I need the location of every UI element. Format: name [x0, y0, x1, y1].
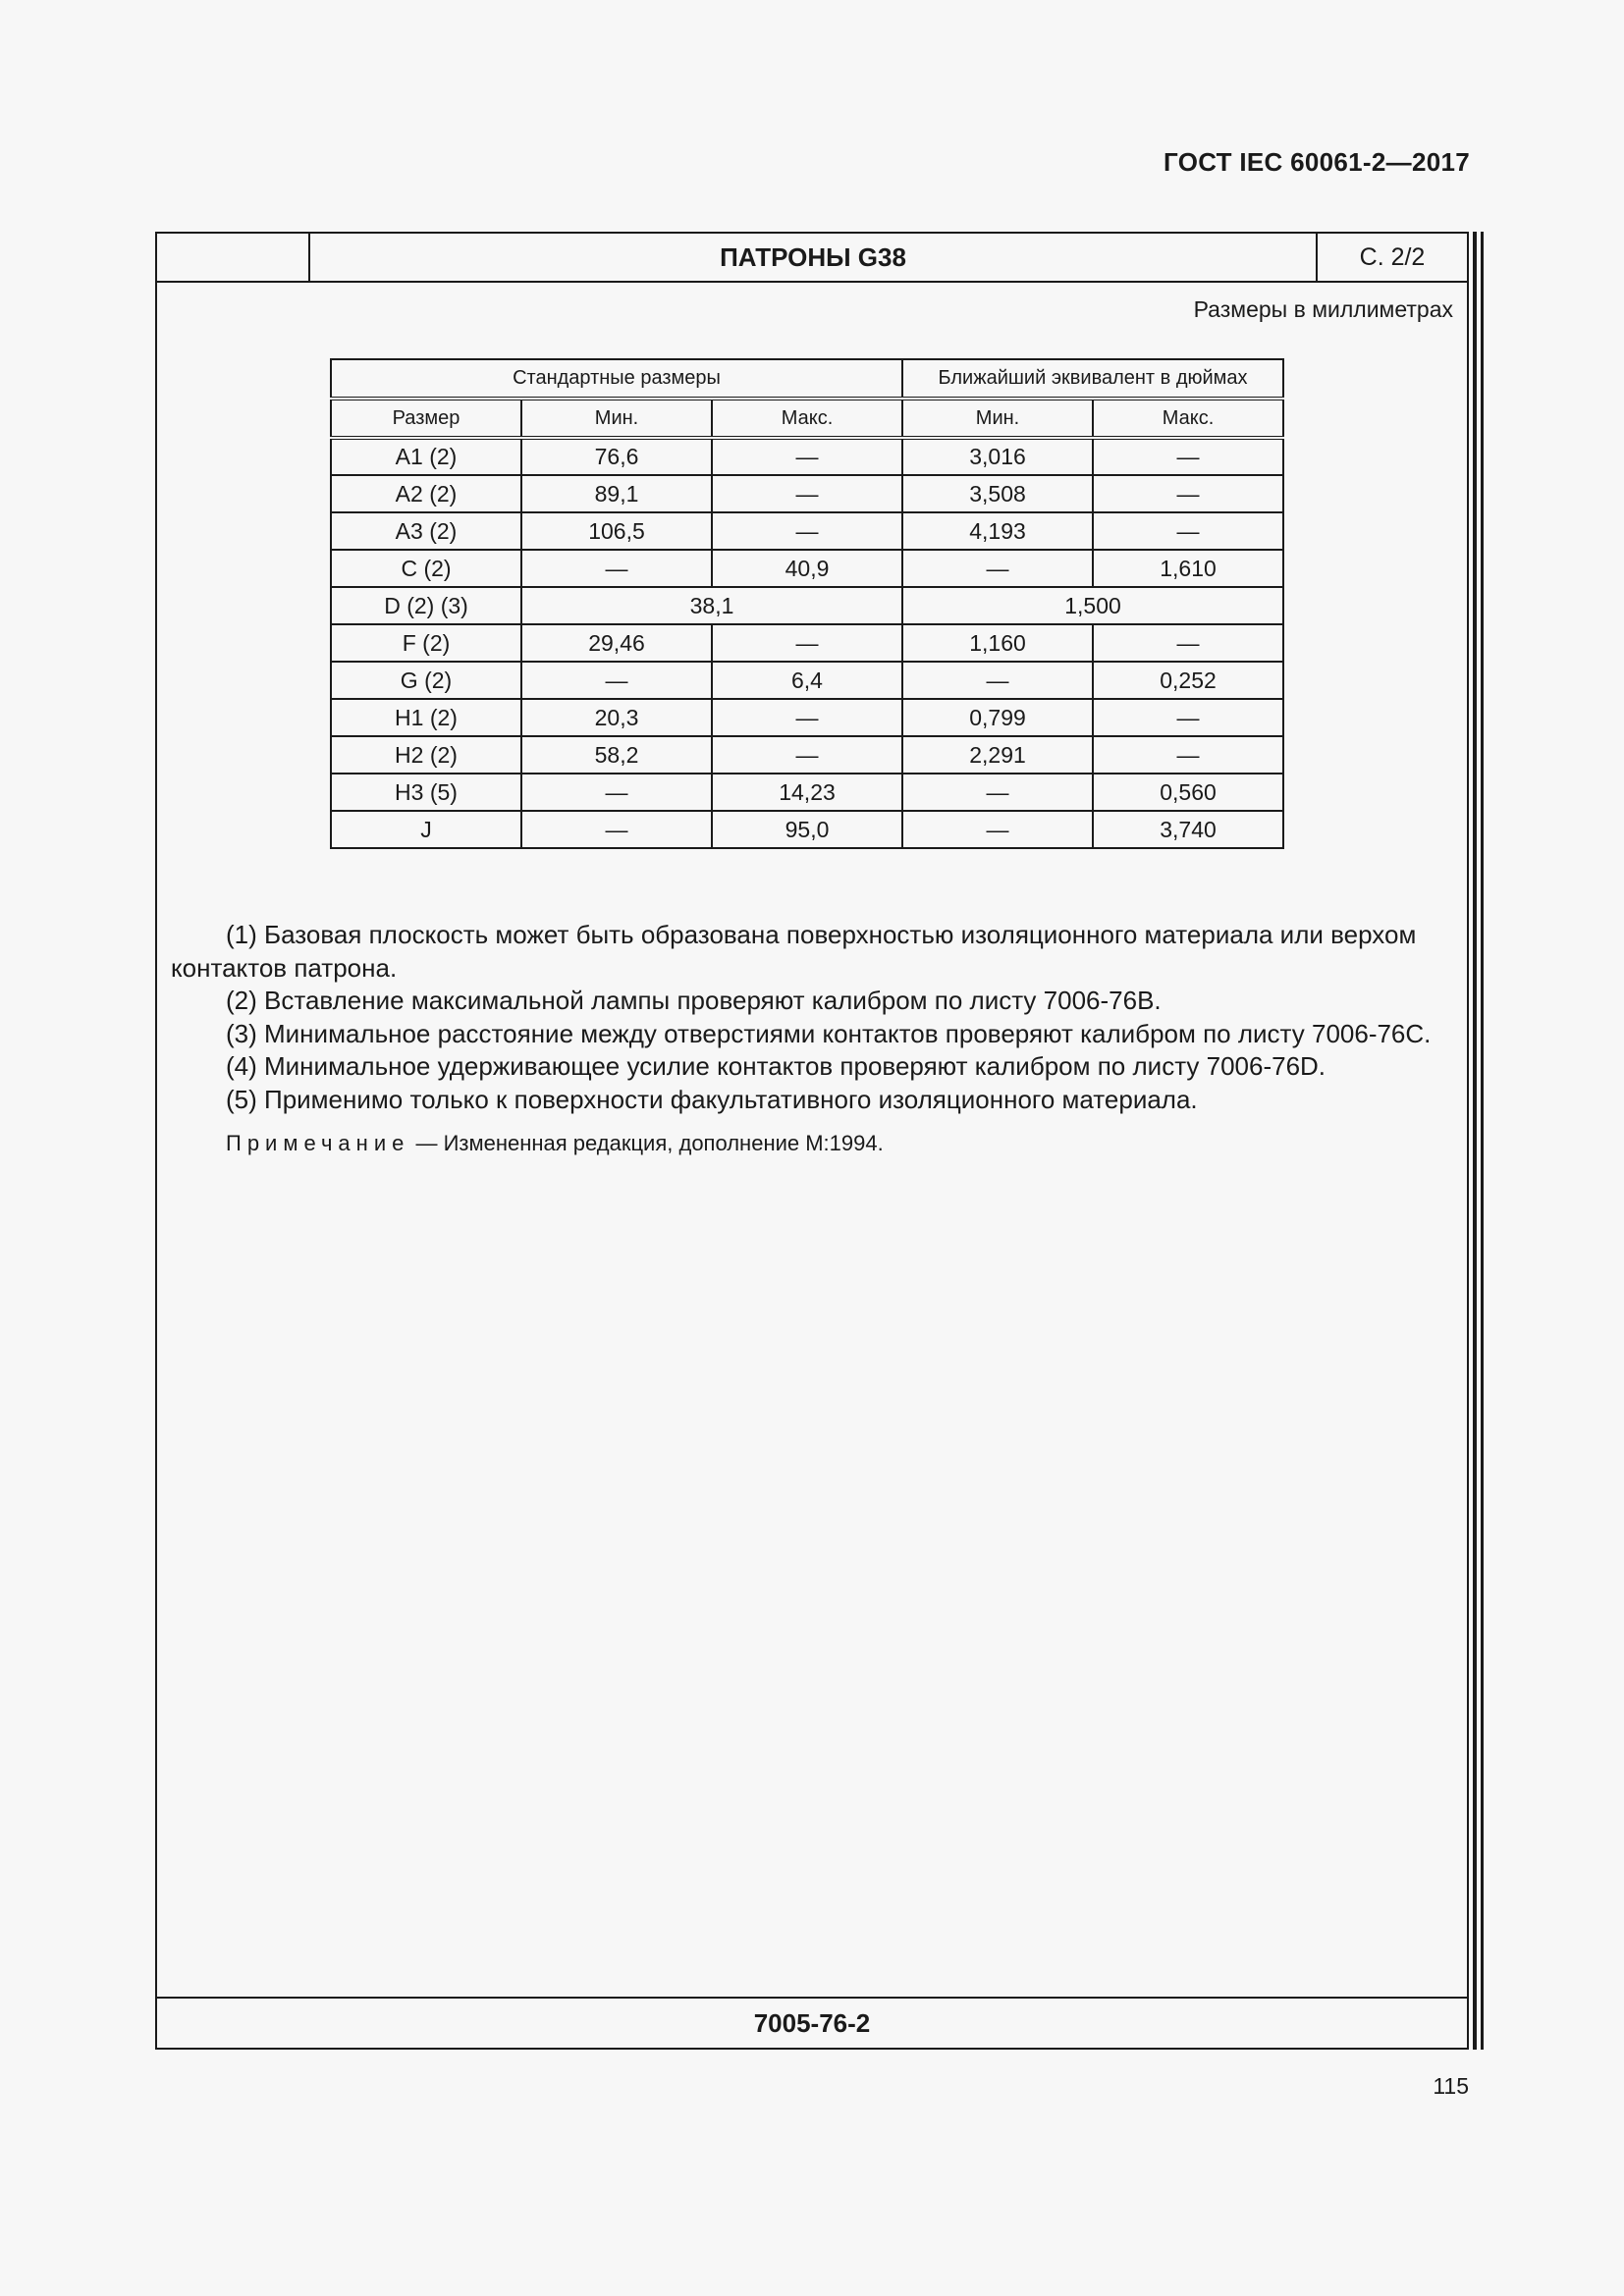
dimensions-table — [330, 358, 1284, 849]
page-number: 115 — [1433, 2073, 1469, 2099]
value-cell: 0,799 — [902, 699, 1093, 736]
column-header: Макс. — [1093, 399, 1283, 438]
value-cell: — — [712, 438, 902, 475]
value-cell: 89,1 — [521, 475, 712, 512]
value-cell: 3,508 — [902, 475, 1093, 512]
dimension-name-cell: H1 (2) — [331, 699, 521, 736]
dimension-name-cell: D (2) (3) — [331, 587, 521, 624]
dimension-name-cell: H2 (2) — [331, 736, 521, 774]
footnote: (4) Минимальное удерживающее усилие контактов проверяют калибром по листу 7006-76D. — [226, 1051, 1326, 1081]
sheet-number: С. 2/2 — [1316, 234, 1467, 281]
value-cell: — — [712, 736, 902, 774]
sheet-frame — [155, 232, 1469, 2050]
value-cell: 76,6 — [521, 438, 712, 475]
value-cell: — — [1093, 736, 1283, 774]
remark — [226, 1131, 884, 1156]
remark-label: Примечание — [226, 1131, 410, 1155]
sheet-title: ПАТРОНЫ G38 — [720, 242, 906, 272]
value-cell: — — [712, 699, 902, 736]
value-cell: — — [902, 550, 1093, 587]
value-cell: 0,252 — [1093, 662, 1283, 699]
value-cell: 20,3 — [521, 699, 712, 736]
value-cell: — — [1093, 699, 1283, 736]
column-header: Размер — [331, 399, 521, 438]
value-cell: 95,0 — [712, 811, 902, 848]
header-blank-cell — [157, 234, 310, 281]
table-group-header-row — [331, 359, 1283, 399]
value-cell: 1,160 — [902, 624, 1093, 662]
value-cell: — — [1093, 512, 1283, 550]
footnote: (3) Минимальное расстояние между отверстиями контактов проверяют калибром по листу 7006-76C. — [226, 1018, 1432, 1048]
value-cell: — — [521, 774, 712, 811]
value-cell: — — [902, 662, 1093, 699]
table-row — [331, 662, 1283, 699]
table-row — [331, 438, 1283, 475]
dimension-name-cell: A2 (2) — [331, 475, 521, 512]
frame-header — [157, 234, 1467, 283]
dimension-name-cell: C (2) — [331, 550, 521, 587]
value-cell: 1,610 — [1093, 550, 1283, 587]
value-cell: 106,5 — [521, 512, 712, 550]
value-cell: 4,193 — [902, 512, 1093, 550]
value-cell: — — [521, 662, 712, 699]
value-cell: — — [521, 811, 712, 848]
footnote: (5) Применимо только к поверхности факультативного изоляционного материала. — [226, 1084, 1198, 1114]
group-header-inch: Ближайший эквивалент в дюймах — [902, 359, 1283, 399]
value-cell: 2,291 — [902, 736, 1093, 774]
frame-rail — [1473, 232, 1477, 2050]
table-column-header-row — [331, 399, 1283, 438]
column-header: Макс. — [712, 399, 902, 438]
table-row — [331, 475, 1283, 512]
value-cell: 1,500 — [902, 587, 1283, 624]
value-cell: — — [712, 512, 902, 550]
value-cell: 3,016 — [902, 438, 1093, 475]
table-row — [331, 587, 1283, 624]
value-cell: — — [1093, 438, 1283, 475]
value-cell: — — [902, 811, 1093, 848]
column-header: Мин. — [521, 399, 712, 438]
footnotes — [171, 919, 1463, 1116]
value-cell: — — [902, 774, 1093, 811]
value-cell: — — [712, 475, 902, 512]
value-cell: 0,560 — [1093, 774, 1283, 811]
table-row — [331, 550, 1283, 587]
remark-text: — Измененная редакция, дополнение М:1994. — [409, 1131, 884, 1155]
table-row — [331, 512, 1283, 550]
table-row — [331, 624, 1283, 662]
value-cell: — — [1093, 475, 1283, 512]
dimension-name-cell: H3 (5) — [331, 774, 521, 811]
value-cell: 29,46 — [521, 624, 712, 662]
table-row — [331, 774, 1283, 811]
frame-rail — [1481, 232, 1484, 2050]
table-row — [331, 811, 1283, 848]
units-note: Размеры в миллиметрах — [1193, 296, 1453, 322]
footnote: (2) Вставление максимальной лампы проверяют калибром по листу 7006-76B. — [226, 986, 1162, 1015]
table-row — [331, 699, 1283, 736]
dimension-name-cell: G (2) — [331, 662, 521, 699]
value-cell: — — [1093, 624, 1283, 662]
value-cell: 40,9 — [712, 550, 902, 587]
column-header: Мин. — [902, 399, 1093, 438]
dimension-name-cell: F (2) — [331, 624, 521, 662]
value-cell: 3,740 — [1093, 811, 1283, 848]
value-cell: — — [712, 624, 902, 662]
value-cell: 6,4 — [712, 662, 902, 699]
document-code: ГОСТ IEC 60061-2—2017 — [1164, 147, 1470, 177]
table-row — [331, 736, 1283, 774]
dimension-name-cell: J — [331, 811, 521, 848]
group-header-standard: Стандартные размеры — [331, 359, 902, 399]
dimension-name-cell: A1 (2) — [331, 438, 521, 475]
footnote: (1) Базовая плоскость может быть образована поверхностью изоляционного материала или верхом контактов патрона. — [171, 920, 1417, 983]
sheet-footer-code: 7005-76-2 — [157, 1997, 1467, 2048]
value-cell: — — [521, 550, 712, 587]
value-cell: 58,2 — [521, 736, 712, 774]
value-cell: 38,1 — [521, 587, 902, 624]
dimension-name-cell: A3 (2) — [331, 512, 521, 550]
value-cell: 14,23 — [712, 774, 902, 811]
